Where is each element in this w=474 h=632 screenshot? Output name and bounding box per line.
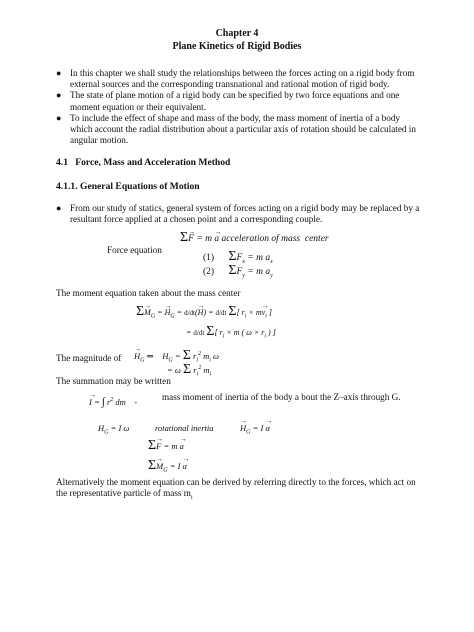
bullet-icon: ● [56, 203, 62, 213]
section-heading [56, 157, 230, 168]
chapter-title: Chapter 4 [215, 28, 259, 39]
force-equation-label: Force equation [107, 245, 162, 255]
intro-bullet-list [56, 68, 424, 146]
moment-equation-line2: = d/dt Σ[ $r_i \times m$ ( $\omega \times r_i$ ) ] [186, 324, 276, 340]
magnitude-text: The magnitude of [56, 353, 122, 363]
alternatively-paragraph: Alternatively the moment equation can be derived by referring directly to the forces, which act on the representative particle of mass $m_i$ [56, 477, 416, 502]
force-eq-x: (1) $\Sigma F_x = m$ $a_x$ [203, 249, 273, 265]
inertia-description: mass moment of inertia of the body a bout the Z–axis through G. [162, 392, 401, 402]
list-item: ● From our study of statics, general system of forces acting on a rigid body may be replaced by a resultant force applied at a chosen point and a corresponding couple. [56, 203, 420, 225]
angular-momentum-equation: $H_G = I$ ω [98, 423, 130, 436]
magnitude-equation: → $H_G$ ⇒ $H_G = \Sigma$ $r_i^2$ $m_i$ ω [134, 348, 219, 367]
subsection-heading: 4.1.1. General Equations of Motion [56, 181, 200, 192]
angular-momentum-vector: → $H_G = I \to \alpha$ [240, 422, 270, 439]
force-equation-main: Σ→ F = m → a acceleration of mass center [180, 232, 329, 245]
moment-equation-line1: $\Sigma\to M_G$ = → $H_G = d/dt(\to H) = d/dt$ Σ[ $r_i \times m\to v_i$ ] [136, 306, 272, 323]
section-number: 4.1 [56, 157, 68, 168]
section-title: Force, Mass and Acceleration Method [75, 157, 231, 168]
list-item: ● To include the effect of shape and mass of the body, the mass moment of inertia of a body which account the radial distribution about a particular axis of rotation should be calculated in angular motion. [56, 112, 416, 146]
sum-force-equation: Σ→ F = m → a [148, 440, 184, 452]
sum-moment-equation: $\Sigma\to M_G = I \to \alpha$ [148, 460, 187, 477]
bullet-icon: ● [56, 112, 62, 123]
inertia-integral: → I = ∫ $r^2$ dm - [89, 394, 137, 408]
moment-equation-text: The moment equation taken about the mass center [56, 288, 241, 298]
bullet-icon: ● [56, 68, 62, 78]
rotational-inertia-label: rotational inertia [155, 423, 214, 433]
force-eq-y: (2) $\Sigma F_y = m$ $a_y$ [203, 263, 273, 279]
bullet-icon: ● [56, 90, 62, 101]
chapter-subtitle: Plane Kinetics of Rigid Bodies [172, 41, 302, 52]
list-item: ● The state of plane motion of a rigid body can be specified by two force equations and one moment equation or their equivalent. [56, 90, 400, 112]
magnitude-equation-line2: = ω Σ $r_i^2$ $m_i$ [167, 361, 212, 378]
summation-text: The summation may be written [56, 376, 171, 386]
list-item: ● In this chapter we shall study the relationships between the forces acting on a rigid body from external sources and the corresponding transnational and rational motion of rigid body. [56, 68, 415, 90]
statics-bullet-list [56, 203, 424, 225]
